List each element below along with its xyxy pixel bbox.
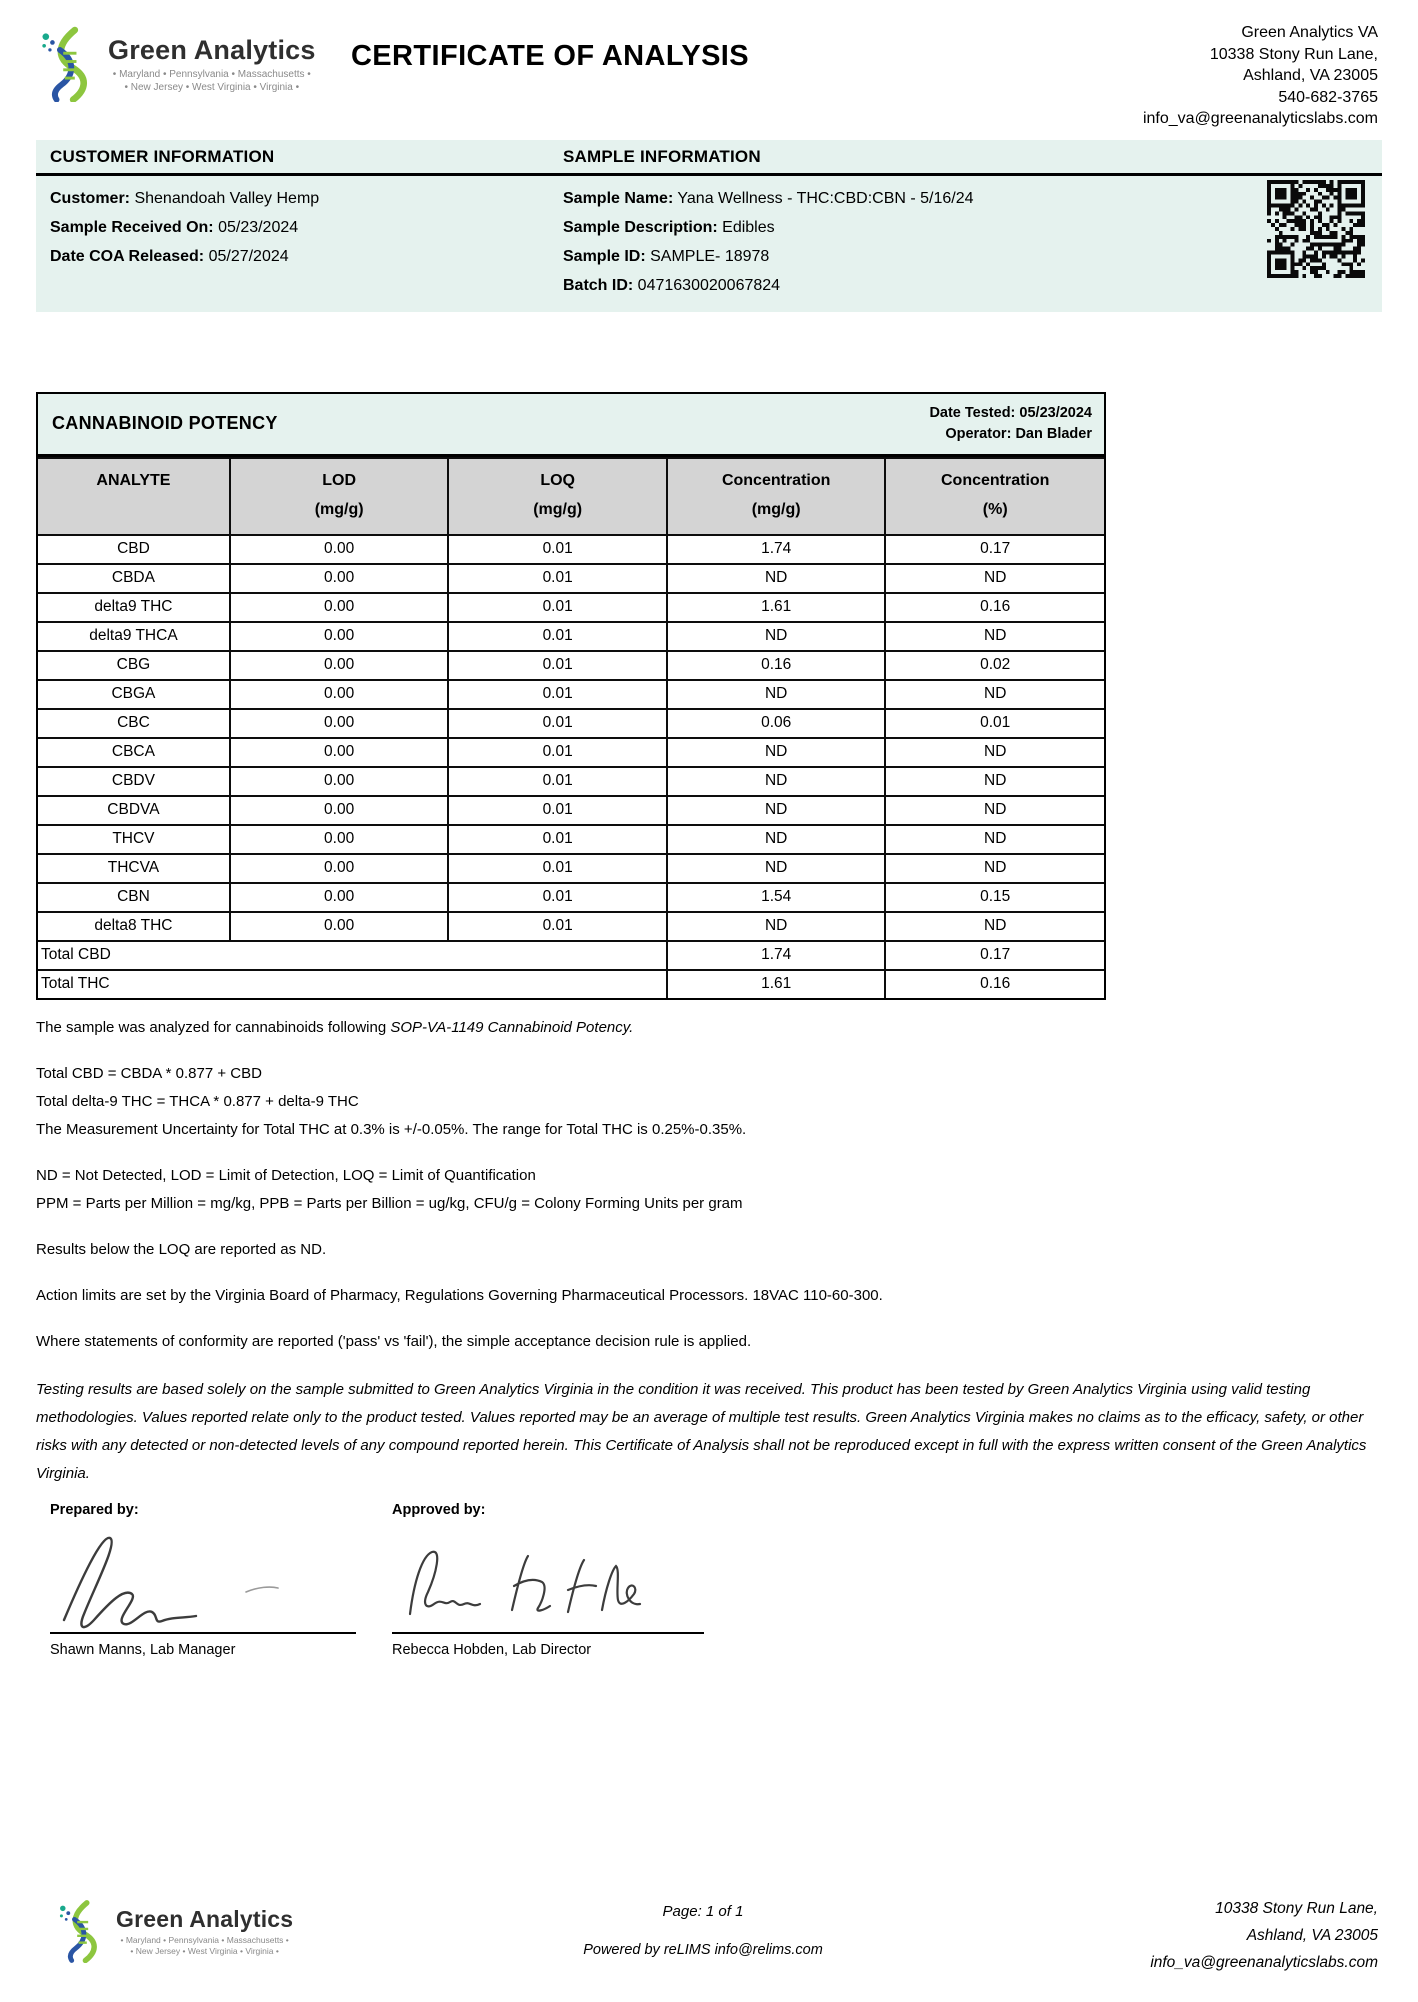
operator: Operator: Dan Blader — [945, 425, 1092, 442]
approved-signature — [392, 1518, 734, 1630]
analyte-row: CBDVA 0.00 0.01 ND ND — [38, 796, 1104, 825]
prepared-signature — [50, 1518, 392, 1630]
column-header: Concentration (mg/g) — [667, 458, 886, 535]
info-field: Batch ID: 0471630020067824 — [563, 276, 781, 294]
brand-text — [108, 35, 316, 94]
info-field: Sample ID: SAMPLE- 18978 — [563, 247, 770, 265]
approved-by-label: Approved by: — [392, 1501, 486, 1518]
abbrev-line1: ND = Not Detected, LOD = Limit of Detection, LOQ = Limit of Quantification — [36, 1166, 536, 1184]
info-band — [36, 140, 1382, 312]
qr-code — [1267, 180, 1365, 278]
total-row: Total CBD 1.74 0.17 — [38, 941, 1104, 970]
dna-helix-logo-icon — [40, 26, 98, 102]
footer-address: 10338 Stony Run Lane, Ashland, VA 23005 info_va@greenanalyticslabs.com — [1150, 1900, 1378, 1971]
info-field: Customer: Shenandoah Valley Hemp — [50, 189, 320, 207]
analyte-row: CBG 0.00 0.01 0.16 0.02 — [38, 651, 1104, 680]
column-header: LOQ (mg/g) — [448, 458, 667, 535]
uncertainty-note: The Measurement Uncertainty for Total THC at 0.3% is +/-0.05%. The range for Total THC is 0.25%-0.35%. — [36, 1120, 747, 1138]
disclaimer: Testing results are based solely on the sample submitted to Green Analytics Virginia in the condition it was received. This product has been tested by Green Analytics Virginia using valid testing methodologies. Values reported relate only to the product tested. Values reported may be an average of multiple test results. Green Analytics Virginia makes no claims as to the efficacy, safety, or other risks with any detected or non-detected levels of any compound reported herein. This Certificate of Analysis shall not be reproduced except in full with the express written consent of the Green Analytics Virginia. — [36, 1380, 1367, 1482]
info-field: Sample Name: Yana Wellness - THC:CBD:CBN - 5/16/24 — [563, 189, 974, 207]
notes-section — [36, 1014, 1382, 1488]
approved-by-block — [392, 1502, 734, 1658]
sample-info-heading: SAMPLE INFORMATION — [563, 146, 761, 166]
prepared-by-label: Prepared by: — [50, 1501, 139, 1518]
lab-phone: 540-682-3765 — [1278, 88, 1378, 106]
column-header: LOD (mg/g) — [230, 458, 449, 535]
page-footer — [0, 1895, 1418, 1976]
analyte-row: CBDA 0.00 0.01 ND ND — [38, 564, 1104, 593]
analyte-row: CBGA 0.00 0.01 ND ND — [38, 680, 1104, 709]
lab-name: Green Analytics VA — [1241, 24, 1378, 41]
customer-info-fields — [36, 184, 563, 300]
info-field: Sample Description: Edibles — [563, 218, 775, 236]
page-title: CERTIFICATE OF ANALYSIS — [350, 40, 750, 72]
dna-helix-logo-icon — [58, 1899, 106, 1963]
brand-text: Green Analytics • Maryland • Pennsylvania • Massachusetts • • New Jersey • West Virginia • Virginia • — [116, 1905, 294, 1956]
info-field: Date COA Released: 05/27/2024 — [50, 247, 289, 265]
analyte-row: THCV 0.00 0.01 ND ND — [38, 825, 1104, 854]
analyte-row: delta9 THC 0.00 0.01 1.61 0.16 — [38, 593, 1104, 622]
customer-info-heading: CUSTOMER INFORMATION — [50, 146, 275, 166]
analyte-row: CBN 0.00 0.01 1.54 0.15 — [38, 883, 1104, 912]
lab-address-line1: 10338 Stony Run Lane, — [1209, 45, 1378, 63]
signatures-section — [50, 1502, 1418, 1658]
sample-info-fields — [563, 184, 1382, 300]
potency-title: CANNABINOID POTENCY — [52, 413, 278, 433]
page-header — [0, 0, 1418, 130]
potency-section — [36, 392, 1106, 1000]
abbrev-line2: PPM = Parts per Million = mg/kg, PPB = Parts per Billion = ug/kg, CFU/g = Colony Forming Units per gram — [36, 1194, 743, 1212]
info-columns — [36, 176, 1382, 300]
analyte-row: CBD 0.00 0.01 1.74 0.17 — [38, 535, 1104, 564]
analyte-row: THCVA 0.00 0.01 ND ND — [38, 854, 1104, 883]
approved-signature-line — [392, 1632, 704, 1634]
brand-regions: • Maryland • Pennsylvania • Massachusetts • • New Jersey • West Virginia • Virginia • — [112, 68, 311, 93]
lab-email: info_va@greenanalyticslabs.com — [1142, 110, 1378, 127]
lab-address-line2: Ashland, VA 23005 — [1243, 67, 1378, 84]
formula-cbd: Total CBD = CBDA * 0.877 + CBD — [36, 1064, 262, 1082]
formula-thc: Total delta-9 THC = THCA * 0.877 + delta-9 THC — [36, 1092, 359, 1110]
page-number: Page: 1 of 1 — [662, 1903, 744, 1920]
footer-logo — [58, 1895, 358, 1963]
analyte-row: CBDV 0.00 0.01 ND ND — [38, 767, 1104, 796]
action-limits-note: Action limits are set by the Virginia Board of Pharmacy, Regulations Governing Pharmaceutical Processors. 18VAC 110-60-300. — [36, 1286, 883, 1304]
potency-meta — [929, 403, 1092, 445]
approved-by-name: Rebecca Hobden, Lab Director — [392, 1641, 592, 1658]
analyte-row: delta9 THCA 0.00 0.01 ND ND — [38, 622, 1104, 651]
conformity-note: Where statements of conformity are reported ('pass' vs 'fail'), the simple acceptance decision rule is applied. — [36, 1332, 752, 1350]
potency-table-body — [38, 535, 1104, 998]
method-note: The sample was analyzed for cannabinoids following SOP-VA-1149 Cannabinoid Potency. — [36, 1018, 634, 1036]
brand-logo — [40, 16, 320, 102]
analyte-row: CBC 0.00 0.01 0.06 0.01 — [38, 709, 1104, 738]
loq-note: Results below the LOQ are reported as ND. — [36, 1240, 327, 1258]
potency-table — [38, 457, 1104, 998]
prepared-signature-line — [50, 1632, 356, 1634]
prepared-by-name: Shawn Manns, Lab Manager — [50, 1641, 236, 1658]
footer-center — [358, 1895, 1048, 1958]
column-header: Concentration (%) — [885, 458, 1104, 535]
brand-name: Green Analytics — [108, 34, 316, 65]
date-tested: Date Tested: 05/23/2024 — [929, 404, 1092, 421]
powered-by: Powered by reLIMS info@relims.com — [583, 1942, 823, 1958]
sop-reference: SOP-VA-1149 Cannabinoid Potency. — [390, 1018, 634, 1036]
lab-address-block — [780, 16, 1378, 130]
info-field: Sample Received On: 05/23/2024 — [50, 218, 299, 236]
analyte-row: delta8 THC 0.00 0.01 ND ND — [38, 912, 1104, 941]
analyte-row: CBCA 0.00 0.01 ND ND — [38, 738, 1104, 767]
potency-header-row — [38, 458, 1104, 535]
prepared-by-block — [50, 1502, 392, 1658]
column-header: ANALYTE — [38, 458, 230, 535]
potency-title-bar — [38, 394, 1104, 457]
info-headings — [36, 140, 1382, 176]
total-row: Total THC 1.61 0.16 — [38, 970, 1104, 998]
